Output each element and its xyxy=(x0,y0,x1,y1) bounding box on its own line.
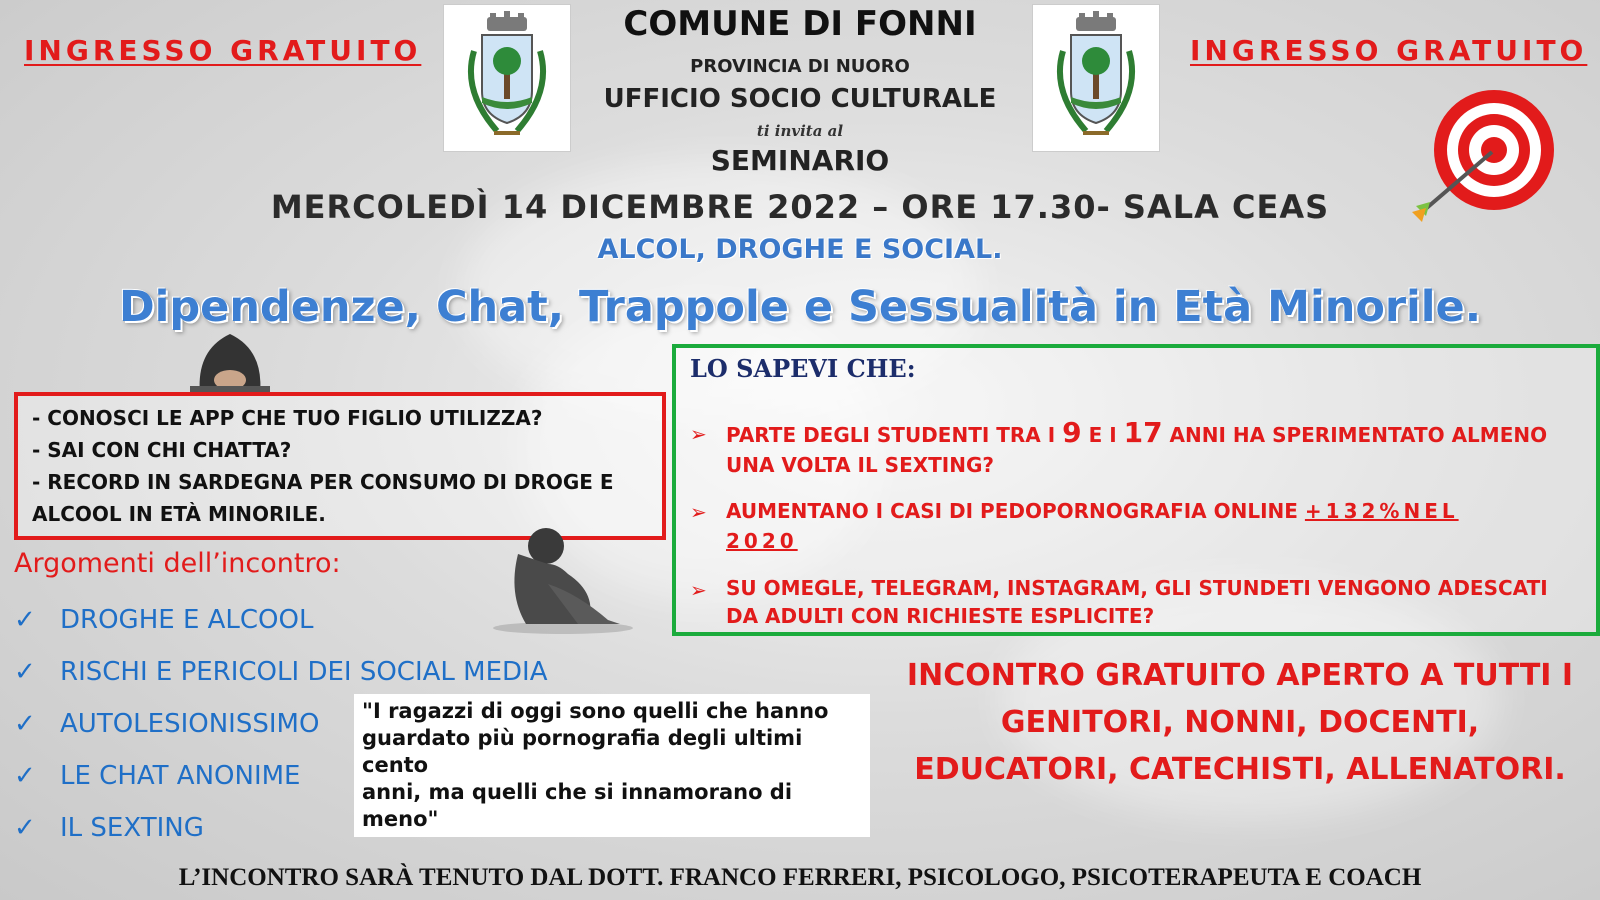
event-date-line: MERCOLEDÌ 14 DICEMBRE 2022 – ORE 17.30- SALA CEAS xyxy=(270,188,1330,226)
question-line: ALCOOL IN ETÀ MINORILE. xyxy=(32,502,326,526)
questions-box xyxy=(14,392,666,540)
fact-item: ➢ SU OMEGLE, TELEGRAM, INSTAGRAM, GLI STUNDETI VENGONO ADESCATI DA ADULTI CON RICHIESTE ESPLICITE? xyxy=(690,576,1548,628)
question-line: - SAI CON CHI CHATTA? xyxy=(32,438,292,462)
age-min: 9 xyxy=(1062,416,1082,449)
main-title: Dipendenze, Chat, Trappole e Sessualità in Età Minorile. xyxy=(118,282,1482,332)
topic-item xyxy=(14,646,548,698)
facts-box xyxy=(672,344,1600,636)
age-max: 17 xyxy=(1123,416,1163,449)
province-label: PROVINCIA DI NUORO xyxy=(690,56,910,77)
check-icon: ✓ xyxy=(14,813,36,843)
speaker-footer: L’INCONTRO SARÀ TENUTO DAL DOTT. FRANCO FERRERI, PSICOLOGO, PSICOTERAPEUTA E COACH xyxy=(178,864,1422,891)
arrow-bullet-icon: ➢ xyxy=(690,424,707,446)
hooded-person-icon xyxy=(190,330,270,394)
quote-line: "I ragazzi di oggi sono quelli che hanno xyxy=(362,699,829,723)
office-label: UFFICIO SOCIO CULTURALE xyxy=(603,84,997,114)
municipality-title: COMUNE DI FONNI xyxy=(623,4,977,44)
check-icon: ✓ xyxy=(14,709,36,739)
check-icon: ✓ xyxy=(14,605,36,635)
seminar-label: SEMINARIO xyxy=(710,144,890,177)
event-subject: ALCOL, DROGHE E SOCIAL. xyxy=(597,234,1003,265)
topic-label: DROGHE E ALCOOL xyxy=(60,605,314,635)
arrow-bullet-icon: ➢ xyxy=(690,580,707,602)
quote-box xyxy=(354,694,870,837)
topic-label: IL SEXTING xyxy=(60,813,204,843)
topics-title: Argomenti dell’incontro: xyxy=(14,548,341,579)
topic-item xyxy=(14,594,548,646)
invite-label: ti invita al xyxy=(756,122,844,140)
fact-item: ➢ PARTE DEGLI STUDENTI TRA I 9 E I 17 ANNI HA SPERIMENTATO ALMENO UNA VOLTA IL SEXTING? xyxy=(690,418,1590,480)
topic-label: RISCHI E PERICOLI DEI SOCIAL MEDIA xyxy=(60,657,548,687)
facts-title: LO SAPEVI CHE: xyxy=(690,354,916,383)
quote-line: anni, ma quelli che si innamorano di meno" xyxy=(362,780,793,831)
quote-line: guardato più pornografia degli ultimi cento xyxy=(362,726,803,777)
topic-label: AUTOLESIONISSIMO xyxy=(60,709,320,739)
fact-item: ➢ AUMENTANO I CASI DI PEDOPORNOGRAFIA ONLINE +132%NEL 2020 xyxy=(690,496,1590,556)
stat-year: 2020 xyxy=(726,529,798,553)
audience-line: GENITORI, NONNI, DOCENTI, xyxy=(1000,705,1480,740)
question-line: - RECORD IN SARDEGNA PER CONSUMO DI DROGE E xyxy=(32,470,614,494)
free-entry-left: INGRESSO GRATUITO xyxy=(24,34,422,67)
audience-notice xyxy=(880,652,1600,793)
audience-line: EDUCATORI, CATECHISTI, ALLENATORI. xyxy=(914,752,1566,787)
check-icon: ✓ xyxy=(14,657,36,687)
stat-highlight: +132%NEL xyxy=(1304,499,1459,523)
audience-line: INCONTRO GRATUITO APERTO A TUTTI I xyxy=(906,658,1574,693)
topic-label: LE CHAT ANONIME xyxy=(60,761,301,791)
check-icon: ✓ xyxy=(14,761,36,791)
free-entry-right: INGRESSO GRATUITO xyxy=(1190,34,1588,67)
question-line: - CONOSCI LE APP CHE TUO FIGLIO UTILIZZA? xyxy=(32,406,543,430)
arrow-bullet-icon: ➢ xyxy=(690,502,707,524)
